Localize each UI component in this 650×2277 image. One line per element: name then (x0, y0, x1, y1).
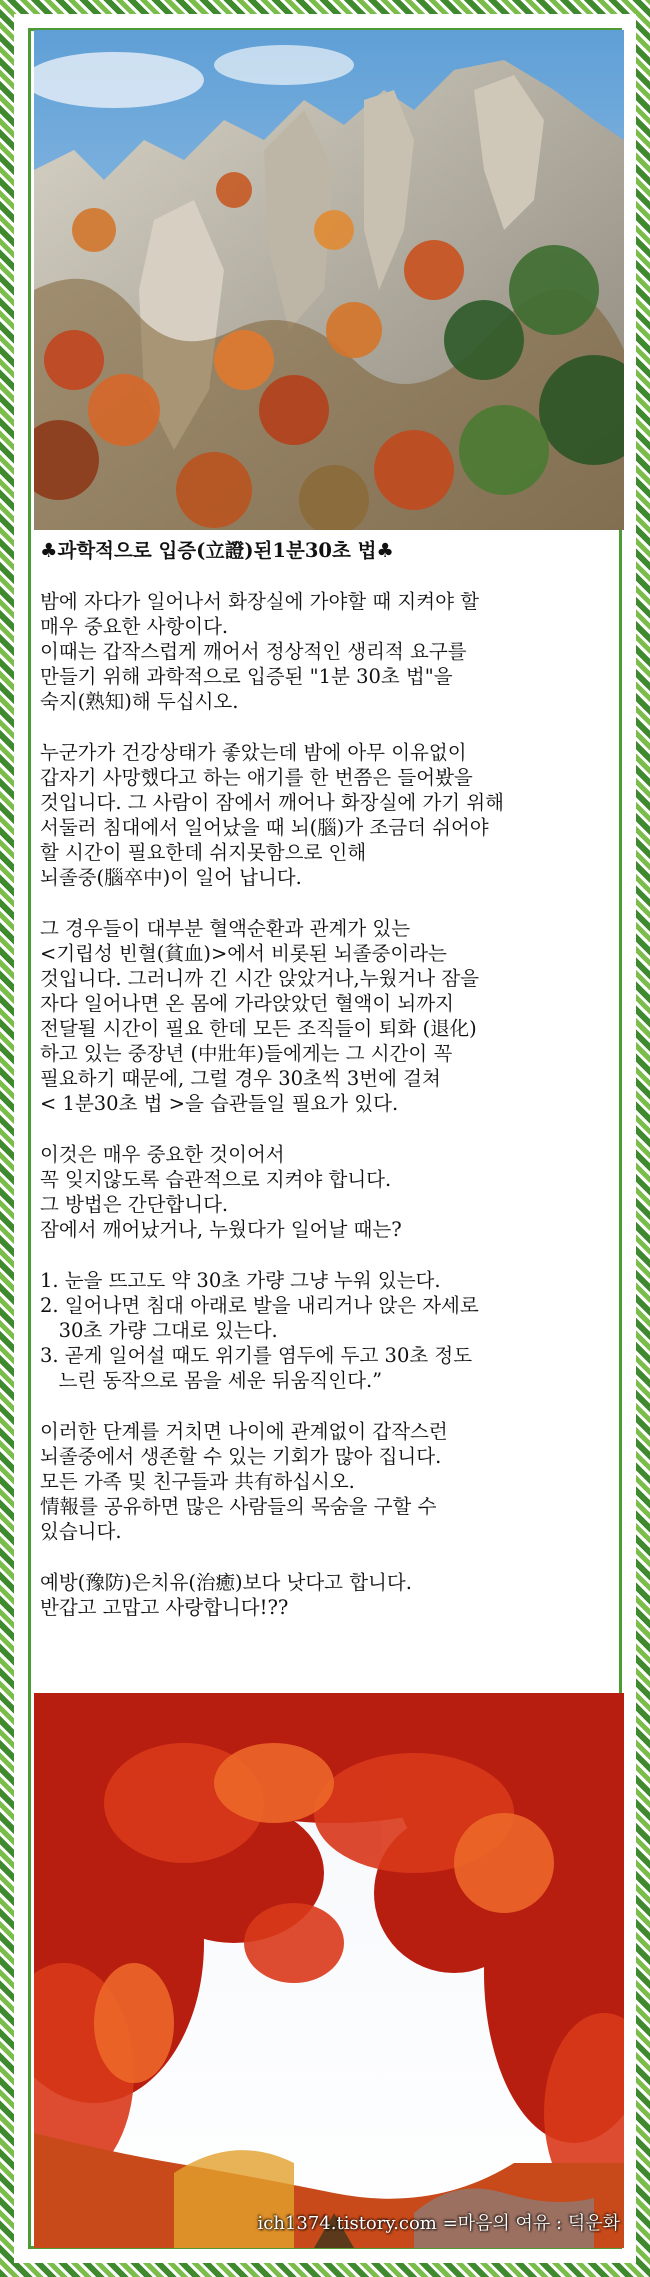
text-line: 이것은 매우 중요한 것이어서 (40, 1143, 285, 1166)
article-title: ♣과학적으로 입증(立證)된1분30초 법♣ (40, 539, 394, 562)
step-item: 2. 일어나면 침대 아래로 발을 내리거나 앉은 자세로 (40, 1294, 479, 1317)
text-line: 필요하기 때문에, 그럴 경우 30초씩 3번에 걸쳐 (40, 1067, 441, 1090)
text-line: 반갑고 고맙고 사랑합니다!?? (40, 1596, 289, 1619)
text-line: 것입니다. 그러니까 긴 시간 앉았거나,누웠거나 잠을 (40, 967, 479, 990)
text-line: 이때는 갑작스럽게 깨어서 정상적인 생리적 요구를 (40, 640, 467, 663)
text-line: 그 방법은 간단합니다. (40, 1193, 229, 1216)
paragraph-method-intro (40, 1142, 620, 1242)
text-line: 하고 있는 중장년 (中壯年)들에게는 그 시간이 꼭 (40, 1042, 453, 1065)
watermark-caption: ich1374.tistory.com =마음의 여유 : 덕운화 (257, 2213, 620, 2234)
text-line: 情報를 공유하면 많은 사람들의 목숨을 구할 수 (40, 1495, 437, 1518)
text-line: 잠에서 깨어났거나, 누웠다가 일어날 때는? (40, 1218, 402, 1241)
text-line: 자다 일어나면 온 몸에 가라앉았던 혈액이 뇌까지 (40, 992, 454, 1015)
text-line: 숙지(熟知)해 두십시오. (40, 690, 239, 713)
text-line: 누군가가 건강상태가 좋았는데 밤에 아무 이유없이 (40, 741, 467, 764)
paragraph-share (40, 1419, 620, 1544)
mountain-cliff-photo (34, 30, 624, 530)
article-body (40, 538, 620, 1620)
paragraph-closing (40, 1570, 620, 1620)
text-line: 꼭 잊지않도록 습관적으로 지켜야 합니다. (40, 1168, 392, 1191)
text-line: 모든 가족 및 친구들과 共有하십시오. (40, 1470, 355, 1493)
text-line: 갑자기 사망했다고 하는 애기를 한 번쯤은 들어봤을 (40, 766, 473, 789)
text-line: 것입니다. 그 사람이 잠에서 깨어나 화장실에 가기 위해 (40, 791, 505, 814)
text-line: 할 시간이 필요한데 쉬지못함으로 인해 (40, 841, 367, 864)
autumn-maple-photo (34, 1693, 624, 2248)
step-item: 1. 눈을 뜨고도 약 30초 가량 그냥 누워 있는다. (40, 1269, 441, 1292)
step-item: 느린 동작으로 몸을 세운 뒤움직인다.” (40, 1369, 383, 1392)
text-line: < 1분30초 법 >을 습관들일 필요가 있다. (40, 1092, 399, 1115)
text-line: 뇌졸중(腦卒中)이 일어 납니다. (40, 866, 302, 889)
text-line: 만들기 위해 과학적으로 입증된 "1분 30초 법"을 (40, 665, 453, 688)
text-line: 예방(豫防)은치유(治癒)보다 낫다고 합니다. (40, 1571, 412, 1594)
text-line: 밤에 자다가 일어나서 화장실에 가야할 때 지켜야 할 (40, 590, 479, 613)
text-line: <기립성 빈혈(貧血)>에서 비롯된 뇌졸중이라는 (40, 942, 447, 965)
text-line: 그 경우들이 대부분 혈액순환과 관계가 있는 (40, 917, 411, 940)
paragraph-intro (40, 589, 620, 714)
step-item: 30초 가량 그대로 있는다. (40, 1319, 278, 1342)
step-item: 3. 곧게 일어설 때도 위기를 염두에 두고 30초 정도 (40, 1344, 473, 1367)
text-line: 전달될 시간이 필요 한데 모든 조직들이 퇴화 (退化) (40, 1017, 477, 1040)
paragraph-cause (40, 916, 620, 1116)
text-line: 서둘러 침대에서 일어났을 때 뇌(腦)가 조금더 쉬어야 (40, 816, 489, 839)
text-line: 있습니다. (40, 1520, 122, 1543)
numbered-steps-list (40, 1268, 620, 1393)
text-line: 매우 중요한 사항이다. (40, 615, 229, 638)
text-line: 뇌졸중에서 생존할 수 있는 기회가 많아 집니다. (40, 1445, 442, 1468)
paragraph-story (40, 740, 620, 890)
text-line: 이러한 단계를 거치면 나이에 관계없이 갑작스런 (40, 1420, 448, 1443)
